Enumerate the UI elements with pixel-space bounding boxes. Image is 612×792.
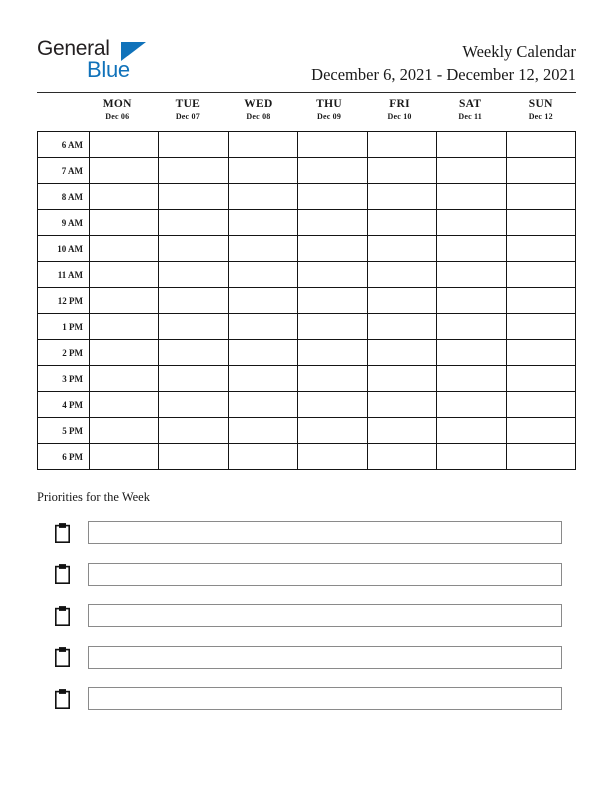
day-date-mon: Dec 06 <box>105 112 130 122</box>
calendar-cell[interactable] <box>228 132 297 158</box>
calendar-cell[interactable] <box>159 132 228 158</box>
calendar-cell[interactable] <box>159 418 228 444</box>
day-abbr-fri: FRI <box>389 98 410 110</box>
calendar-cell[interactable] <box>228 418 297 444</box>
time-label: 11 AM <box>38 262 90 288</box>
calendar-cell[interactable] <box>367 444 436 470</box>
clipboard-icon <box>37 603 88 629</box>
calendar-cell[interactable] <box>228 366 297 392</box>
time-column-spacer <box>37 95 82 131</box>
calendar-grid <box>37 131 576 470</box>
logo-text-blue: Blue <box>87 57 130 82</box>
priority-input[interactable] <box>88 563 562 586</box>
day-abbr-tue: TUE <box>175 98 201 110</box>
calendar-cell[interactable] <box>90 236 159 262</box>
calendar-row <box>38 158 576 184</box>
calendar-row <box>38 262 576 288</box>
calendar-cell[interactable] <box>228 236 297 262</box>
calendar-cell[interactable] <box>90 210 159 236</box>
day-date-tue: Dec 07 <box>175 112 200 122</box>
calendar-cell[interactable] <box>367 314 436 340</box>
calendar-cell[interactable] <box>367 340 436 366</box>
calendar-cell[interactable] <box>159 210 228 236</box>
calendar-row <box>38 210 576 236</box>
page-title: Weekly Calendar <box>462 42 576 61</box>
calendar-cell[interactable] <box>298 314 367 340</box>
calendar-cell[interactable] <box>159 262 228 288</box>
calendar-cell[interactable] <box>506 132 575 158</box>
day-header-sat <box>435 95 506 131</box>
calendar-row <box>38 366 576 392</box>
calendar-cell[interactable] <box>228 158 297 184</box>
header-divider <box>37 92 576 93</box>
calendar-cell[interactable] <box>298 392 367 418</box>
calendar-cell[interactable] <box>506 444 575 470</box>
day-date-sat: Dec 11 <box>458 112 482 122</box>
day-header-thu <box>294 95 365 131</box>
calendar-cell[interactable] <box>298 366 367 392</box>
calendar-cell[interactable] <box>159 340 228 366</box>
day-header-tue <box>153 95 224 131</box>
calendar-cell[interactable] <box>298 210 367 236</box>
calendar-cell[interactable] <box>437 184 506 210</box>
priority-row <box>37 554 562 596</box>
day-header-sun <box>505 95 576 131</box>
calendar-cell[interactable] <box>437 236 506 262</box>
calendar-cell[interactable] <box>228 444 297 470</box>
calendar-cell[interactable] <box>367 366 436 392</box>
calendar-cell[interactable] <box>298 184 367 210</box>
calendar-cell[interactable] <box>228 184 297 210</box>
calendar-cell[interactable] <box>367 392 436 418</box>
day-date-fri: Dec 10 <box>387 112 412 122</box>
calendar-cell[interactable] <box>159 366 228 392</box>
calendar-cell[interactable] <box>90 262 159 288</box>
calendar-cell[interactable] <box>506 392 575 418</box>
day-abbr-thu: THU <box>316 98 342 110</box>
calendar-cell[interactable] <box>367 210 436 236</box>
calendar-cell[interactable] <box>159 314 228 340</box>
clipboard-icon <box>37 561 88 587</box>
priorities-list <box>37 512 562 720</box>
time-label: 6 AM <box>38 132 90 158</box>
calendar-cell[interactable] <box>437 262 506 288</box>
calendar-cell[interactable] <box>437 392 506 418</box>
priority-row <box>37 595 562 637</box>
calendar-cell[interactable] <box>298 340 367 366</box>
priority-row <box>37 512 562 554</box>
calendar-cell[interactable] <box>90 184 159 210</box>
general-blue-logo <box>37 38 167 88</box>
calendar-cell[interactable] <box>90 418 159 444</box>
day-header-row <box>37 95 576 131</box>
day-abbr-wed: WED <box>244 98 273 110</box>
calendar-cell[interactable] <box>298 132 367 158</box>
time-label: 4 PM <box>38 392 90 418</box>
calendar-cell[interactable] <box>90 132 159 158</box>
calendar-cell[interactable] <box>506 340 575 366</box>
calendar-cell[interactable] <box>367 418 436 444</box>
calendar-cell[interactable] <box>367 262 436 288</box>
calendar-cell[interactable] <box>367 236 436 262</box>
day-header-fri <box>364 95 435 131</box>
time-label: 3 PM <box>38 366 90 392</box>
calendar-cell[interactable] <box>506 236 575 262</box>
calendar-cell[interactable] <box>228 392 297 418</box>
calendar-row <box>38 444 576 470</box>
time-label: 8 AM <box>38 184 90 210</box>
time-label: 7 AM <box>38 158 90 184</box>
time-label: 10 AM <box>38 236 90 262</box>
calendar-cell[interactable] <box>506 288 575 314</box>
calendar-cell[interactable] <box>90 340 159 366</box>
calendar-cell[interactable] <box>90 288 159 314</box>
time-label: 2 PM <box>38 340 90 366</box>
calendar-cell[interactable] <box>90 366 159 392</box>
calendar-row <box>38 184 576 210</box>
calendar-cell[interactable] <box>90 314 159 340</box>
calendar-cell[interactable] <box>228 262 297 288</box>
day-date-wed: Dec 08 <box>246 112 271 122</box>
calendar-cell[interactable] <box>298 236 367 262</box>
logo-text-general: General <box>37 37 110 60</box>
calendar-cell[interactable] <box>437 314 506 340</box>
calendar-cell[interactable] <box>228 288 297 314</box>
calendar-cell[interactable] <box>90 392 159 418</box>
calendar-cell[interactable] <box>506 210 575 236</box>
calendar-cell[interactable] <box>298 288 367 314</box>
priority-row <box>37 678 562 720</box>
priority-input[interactable] <box>88 687 562 710</box>
day-abbr-sun: SUN <box>528 98 553 110</box>
time-label: 9 AM <box>38 210 90 236</box>
calendar-cell[interactable] <box>437 366 506 392</box>
priority-input[interactable] <box>88 604 562 627</box>
calendar-cell[interactable] <box>228 340 297 366</box>
calendar-cell[interactable] <box>159 158 228 184</box>
calendar-cell[interactable] <box>506 158 575 184</box>
time-label: 1 PM <box>38 314 90 340</box>
priority-input[interactable] <box>88 646 562 669</box>
calendar-cell[interactable] <box>228 314 297 340</box>
clipboard-icon <box>37 520 88 546</box>
calendar-cell[interactable] <box>159 444 228 470</box>
day-abbr-mon: MON <box>102 98 132 110</box>
calendar-cell[interactable] <box>90 158 159 184</box>
priorities-heading: Priorities for the Week <box>37 490 150 504</box>
calendar-cell[interactable] <box>506 184 575 210</box>
day-header-mon <box>82 95 153 131</box>
calendar-cell[interactable] <box>159 184 228 210</box>
priority-input[interactable] <box>88 521 562 544</box>
calendar-cell[interactable] <box>437 158 506 184</box>
priority-row <box>37 637 562 679</box>
time-label: 12 PM <box>38 288 90 314</box>
time-label: 6 PM <box>38 444 90 470</box>
calendar-cell[interactable] <box>90 444 159 470</box>
calendar-cell[interactable] <box>367 288 436 314</box>
calendar-row <box>38 288 576 314</box>
calendar-cell[interactable] <box>298 262 367 288</box>
calendar-cell[interactable] <box>228 210 297 236</box>
calendar-cell[interactable] <box>506 314 575 340</box>
calendar-cell[interactable] <box>437 340 506 366</box>
calendar-row <box>38 314 576 340</box>
calendar-cell[interactable] <box>159 236 228 262</box>
calendar-cell[interactable] <box>506 366 575 392</box>
calendar-cell[interactable] <box>367 184 436 210</box>
calendar-cell[interactable] <box>298 158 367 184</box>
clipboard-icon <box>37 686 88 712</box>
calendar-cell[interactable] <box>367 132 436 158</box>
calendar-row <box>38 418 576 444</box>
calendar-row <box>38 132 576 158</box>
day-date-sun: Dec 12 <box>528 112 553 122</box>
calendar-row <box>38 392 576 418</box>
page-header <box>37 38 576 90</box>
time-label: 5 PM <box>38 418 90 444</box>
calendar-cell[interactable] <box>437 444 506 470</box>
calendar-cell[interactable] <box>367 158 436 184</box>
header-titles <box>176 42 576 87</box>
calendar-cell[interactable] <box>298 444 367 470</box>
calendar-cell[interactable] <box>437 210 506 236</box>
calendar-cell[interactable] <box>437 418 506 444</box>
calendar-cell[interactable] <box>298 418 367 444</box>
calendar-cell[interactable] <box>159 392 228 418</box>
day-date-thu: Dec 09 <box>316 112 342 122</box>
day-header-wed <box>223 95 294 131</box>
calendar-row <box>38 340 576 366</box>
calendar-cell[interactable] <box>506 418 575 444</box>
calendar-cell[interactable] <box>437 288 506 314</box>
day-abbr-sat: SAT <box>458 98 482 110</box>
calendar-cell[interactable] <box>159 288 228 314</box>
calendar-cell[interactable] <box>506 262 575 288</box>
clipboard-icon <box>37 644 88 670</box>
calendar-cell[interactable] <box>437 132 506 158</box>
date-range: December 6, 2021 - December 12, 2021 <box>311 64 576 84</box>
calendar-row <box>38 236 576 262</box>
